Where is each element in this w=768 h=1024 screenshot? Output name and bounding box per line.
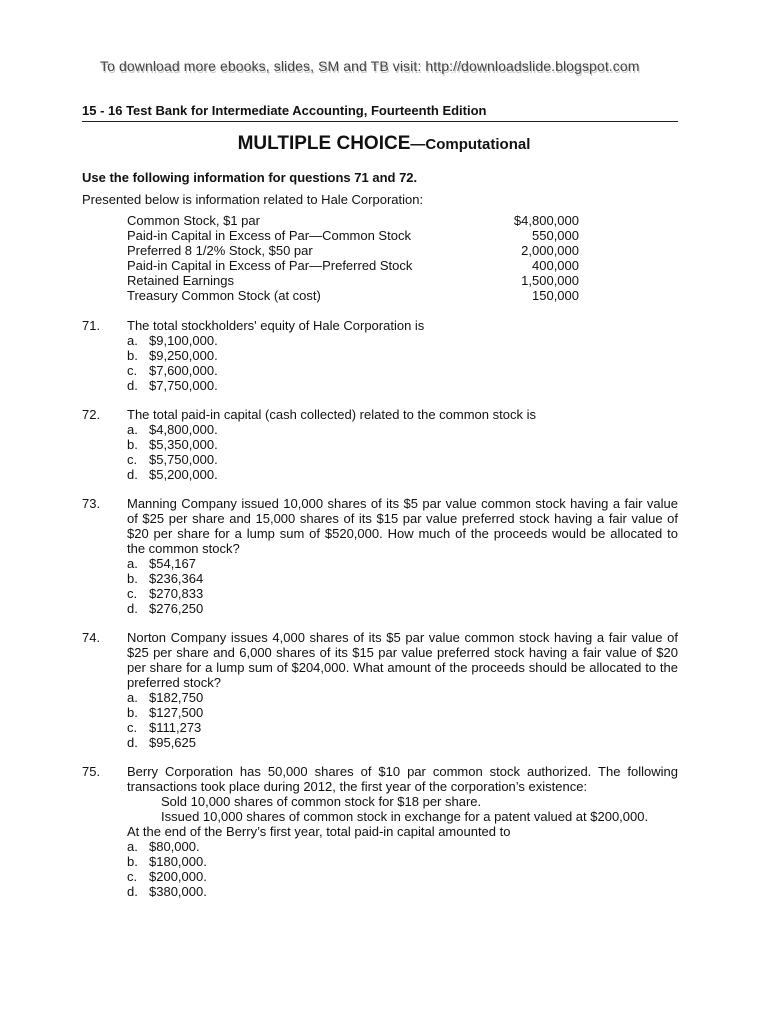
option-letter: c. xyxy=(127,720,138,735)
option-text: $95,625 xyxy=(149,735,196,750)
option-text: $7,750,000. xyxy=(149,378,218,393)
financial-label: Treasury Common Stock (at cost) xyxy=(127,288,321,303)
question-74 xyxy=(82,630,678,750)
answer-option xyxy=(127,884,678,899)
answer-option xyxy=(127,839,678,854)
financial-value: 150,000 xyxy=(532,288,579,303)
answer-option xyxy=(127,452,678,467)
financial-row xyxy=(127,213,579,228)
financial-value: 1,500,000 xyxy=(521,273,579,288)
question-text: Norton Company issues 4,000 shares of its $5 par value common stock having a fair value of $25 per share and 6,000 shares of its $15 par value preferred stock having a fair value of $20 per share for a lump sum of $204,000. What amount of the proceeds should be allocated to the preferred stock? xyxy=(127,630,678,690)
financial-row xyxy=(127,273,579,288)
option-text: $200,000. xyxy=(149,869,207,884)
option-letter: d. xyxy=(127,601,138,616)
option-letter: c. xyxy=(127,869,138,884)
answer-option xyxy=(127,571,678,586)
answer-option xyxy=(127,705,678,720)
answer-option xyxy=(127,735,678,750)
financial-value: $4,800,000 xyxy=(513,213,579,228)
question-followup: At the end of the Berry’s first year, total paid-in capital amounted to xyxy=(127,824,511,839)
option-letter: c. xyxy=(127,363,138,378)
option-letter: d. xyxy=(127,884,138,899)
running-head: 15 - 16 Test Bank for Intermediate Accounting, Fourteenth Edition xyxy=(82,103,678,122)
use-info-heading: Use the following information for questions 71 and 72. xyxy=(82,170,418,185)
answer-option xyxy=(127,869,678,884)
question-71 xyxy=(82,318,678,393)
question-text: The total paid-in capital (cash collected) related to the common stock is xyxy=(127,407,536,422)
option-text: $182,750 xyxy=(149,690,204,705)
option-text: $80,000. xyxy=(149,839,200,854)
financial-value: 400,000 xyxy=(532,258,579,273)
question-text: The total stockholders' equity of Hale Corporation is xyxy=(127,318,425,333)
answer-option xyxy=(127,467,678,482)
option-text: $127,500 xyxy=(149,705,204,720)
question-75 xyxy=(82,764,678,899)
option-text: $380,000. xyxy=(149,884,207,899)
transaction-line: Sold 10,000 shares of common stock for $18 per share. xyxy=(161,794,482,809)
section-title-main: MULTIPLE CHOICE xyxy=(237,133,411,154)
option-letter: a. xyxy=(127,333,138,348)
option-letter: d. xyxy=(127,467,138,482)
financial-label: Paid-in Capital in Excess of Par—Common Stock xyxy=(127,228,411,243)
financial-row xyxy=(127,243,579,258)
financial-row xyxy=(127,228,579,243)
question-text: Manning Company issued 10,000 shares of its $5 par value common stock having a fair value of $25 per share and 15,000 shares of its $15 par value preferred stock having a fair value of $20 per share for a lump sum of $520,000. How much of the proceeds would be allocated to the common stock? xyxy=(127,496,678,556)
answer-option xyxy=(127,422,678,437)
answer-option xyxy=(127,690,678,705)
option-text: $54,167 xyxy=(149,556,196,571)
option-text: $5,350,000. xyxy=(149,437,218,452)
question-list xyxy=(82,318,678,913)
question-number: 75. xyxy=(82,764,101,779)
answer-option xyxy=(127,363,678,378)
option-text: $4,800,000. xyxy=(149,422,218,437)
option-letter: b. xyxy=(127,705,138,720)
option-text: $9,250,000. xyxy=(149,348,218,363)
option-letter: b. xyxy=(127,348,138,363)
question-number: 74. xyxy=(82,630,101,645)
option-letter: d. xyxy=(127,378,138,393)
financial-row xyxy=(127,288,579,303)
option-text: $5,750,000. xyxy=(149,452,218,467)
presented-intro: Presented below is information related to Hale Corporation: xyxy=(82,192,424,207)
option-letter: b. xyxy=(127,571,138,586)
question-number: 71. xyxy=(82,318,101,333)
option-letter: b. xyxy=(127,854,138,869)
option-text: $236,364 xyxy=(149,571,204,586)
question-number: 72. xyxy=(82,407,101,422)
answer-option xyxy=(127,854,678,869)
answer-option xyxy=(127,333,678,348)
option-text: $270,833 xyxy=(149,586,204,601)
option-letter: a. xyxy=(127,556,138,571)
hale-financials-table xyxy=(127,213,579,303)
answer-option xyxy=(127,601,678,616)
option-letter: b. xyxy=(127,437,138,452)
financial-label: Preferred 8 1/2% Stock, $50 par xyxy=(127,243,313,258)
option-text: $5,200,000. xyxy=(149,467,218,482)
option-text: $276,250 xyxy=(149,601,204,616)
question-72 xyxy=(82,407,678,482)
question-text: Berry Corporation has 50,000 shares of $10 par common stock authorized. The following transactions took place during 2012, the first year of the corporation’s existence: xyxy=(127,764,678,794)
financial-label: Paid-in Capital in Excess of Par—Preferred Stock xyxy=(127,258,413,273)
transaction-line: Issued 10,000 shares of common stock in exchange for a patent valued at $200,000. xyxy=(161,809,649,824)
financial-value: 550,000 xyxy=(532,228,579,243)
option-text: $180,000. xyxy=(149,854,207,869)
section-title-sub: —Computational xyxy=(410,136,531,153)
financial-value: 2,000,000 xyxy=(521,243,579,258)
option-letter: d. xyxy=(127,735,138,750)
option-letter: a. xyxy=(127,839,138,854)
option-letter: c. xyxy=(127,452,138,467)
question-number: 73. xyxy=(82,496,101,511)
answer-option xyxy=(127,437,678,452)
answer-option xyxy=(127,378,678,393)
download-watermark: To download more ebooks, slides, SM and TB visit: http://downloadslide.blogspot.com xyxy=(100,58,640,74)
financial-label: Retained Earnings xyxy=(127,273,234,288)
section-title xyxy=(0,133,768,155)
answer-option xyxy=(127,586,678,601)
answer-option xyxy=(127,720,678,735)
option-letter: a. xyxy=(127,690,138,705)
answer-option xyxy=(127,556,678,571)
option-text: $9,100,000. xyxy=(149,333,218,348)
answer-option xyxy=(127,348,678,363)
financial-label: Common Stock, $1 par xyxy=(127,213,260,228)
option-letter: c. xyxy=(127,586,138,601)
option-text: $111,273 xyxy=(149,720,202,735)
financial-row xyxy=(127,258,579,273)
question-73 xyxy=(82,496,678,616)
option-text: $7,600,000. xyxy=(149,363,218,378)
option-letter: a. xyxy=(127,422,138,437)
